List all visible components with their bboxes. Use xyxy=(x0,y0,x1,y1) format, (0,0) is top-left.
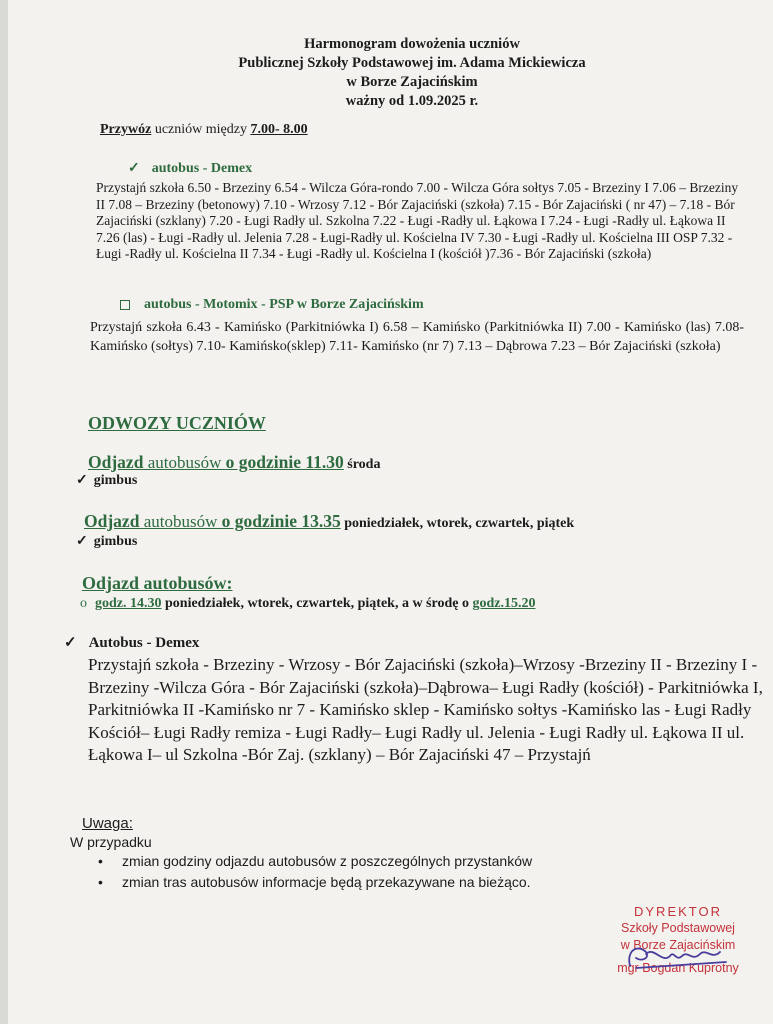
check-icon: ✓ xyxy=(76,473,88,488)
check-icon: ✓ xyxy=(76,534,88,549)
dep3-days: poniedziałek, wtorek, czwartek, piątek, a w środę o xyxy=(161,596,473,611)
check-icon: ✓ xyxy=(64,635,77,651)
dep3-label: Odjazd autobusów: xyxy=(82,573,233,593)
motomix-title: autobus - Motomix - PSP w Borze Zajacińskim xyxy=(144,297,424,312)
dep3-marker: o xyxy=(80,596,87,611)
dep2-label-a: Odjazd xyxy=(84,511,140,531)
departure-1430 xyxy=(80,594,535,612)
check-icon: ✓ xyxy=(128,161,140,176)
document-page xyxy=(8,0,773,1024)
note-list xyxy=(94,851,532,893)
header-location: w Borze Zajacińskim xyxy=(346,74,478,90)
note-title-text: Uwaga: xyxy=(82,815,133,832)
stamp-school: Szkoły Podstawowej xyxy=(621,921,735,935)
dep1-days: środa xyxy=(343,457,381,472)
dep2-label-b: autobusów xyxy=(139,512,222,531)
signature-icon xyxy=(616,938,736,972)
dep1-bus-name: gimbus xyxy=(93,473,138,488)
list-item: • zmian godziny odjazdu autobusów z poszczególnych przystanków xyxy=(94,851,532,872)
demex-morning-route: Przystajń szkoła 6.50 - Brzeziny 6.54 - Wilcza Góra-rondo 7.00 - Wilcza Góra sołtys 7.05 - Brzeziny I 7.06 – Brzeziny II 7.08 – Brzeziny (betonowy) 7.10 - Wrzosy 7.12 - Bór Zajaciński (szkoła) 7.15 - Bór Zajaciński ( nr 47) – 7.18 - Bór Zajaciński (szklany) 7.20 - Ługi Radły ul. Szkolna 7.22 - Ługi -Radły ul. Łąkowa I 7.24 - Ługi -Radły ul. Łąkowa II 7.26 (las) - Ługi -Radły ul. Jelenia 7.28 - Ługi-Radły ul. Kościelna IV 7.30 - Ługi -Radły ul. Kościelna III OSP 7.32 - Ługi -Radły ul. Kościelna II 7.34 - Ługi -Radły ul. Kościelna I (kościół )7.36 - Bór Zajaciński (szkoła) xyxy=(96,180,739,261)
przywoz-time: 7.00- 8.00 xyxy=(250,122,308,137)
dep1-bus xyxy=(76,472,137,489)
przywoz-heading xyxy=(100,122,308,138)
dep2-bus-name: gimbus xyxy=(93,534,138,549)
demex-afternoon-title: Autobus - Demex xyxy=(88,635,200,651)
header-title: Harmonogram dowożenia uczniów xyxy=(304,36,520,52)
note-title xyxy=(82,815,133,832)
header-school-name: Publicznej Szkoły Podstawowej im. Adama Mickiewicza xyxy=(238,55,586,71)
dep1-time: o godzinie 11.30 xyxy=(225,452,344,472)
przywoz-prefix: Przywóz xyxy=(100,122,152,137)
header-valid-from: ważny od 1.09.2025 r. xyxy=(345,93,479,109)
stamp-location: w Borze Zajacińskim xyxy=(620,938,736,952)
motomix-route: Przystajń szkoła 6.43 - Kamińsko (Parkitniówka I) 6.58 – Kamińsko (Parkitniówka II) 7.00 - Kamińsko (las) 7.08- Kamińsko (sołtys) 7.10- Kamińsko(sklep) 7.11- Kamińsko (nr 7) 7.13 – Dąbrowa 7.23 – Bór Zajaciński (szkoła) xyxy=(90,320,744,354)
dep1-label-b: autobusów xyxy=(143,453,226,472)
list-item: • zmian tras autobusów informacje będą przekazywane na bieżąco. xyxy=(94,872,532,893)
stamp-name: mgr Bogdan Kuprotny xyxy=(617,961,739,975)
przywoz-middle: uczniów między xyxy=(151,122,251,137)
demex-morning-heading xyxy=(128,160,252,177)
dep3-time2: godz.15.20 xyxy=(472,596,536,611)
stamp-title: DYREKTOR xyxy=(634,904,722,919)
dep2-bus xyxy=(76,533,137,550)
dep3-time1: godz. 14.30 xyxy=(95,596,162,611)
odwozy-title: ODWOZY UCZNIÓW xyxy=(88,413,266,433)
dep1-label-a: Odjazd xyxy=(88,452,144,472)
note-intro: W przypadku xyxy=(70,834,152,850)
box-bullet-icon xyxy=(120,300,130,310)
departure-1130 xyxy=(88,452,380,473)
dep2-time: o godzinie 13.35 xyxy=(221,511,341,531)
document-header xyxy=(8,35,773,111)
departure-1335 xyxy=(84,511,574,532)
dep2-days: poniedziałek, wtorek, czwartek, piątek xyxy=(340,516,575,531)
demex-morning-title: autobus - Demex xyxy=(151,161,253,176)
motomix-heading xyxy=(120,297,424,313)
demex-afternoon-route: Przystajń szkoła - Brzeziny - Wrzosy - Bór Zajaciński (szkoła)–Wrzosy -Brzeziny II - Brzeziny I - Brzeziny -Wilcza Góra - Bór Zajaciński (szkoła)–Dąbrowa– Ługi Radły (kościół) - Parkitniówka I, Parkitniówka II -Kamińsko nr 7 - Kamińsko sklep - Kamińsko sołtys -Kamińsko las - Ługi Radły Kościół– Ługi Radły remiza - Ługi Radły– Ługi Radły ul. Jelenia - Ługi Radły ul. Łąkowa II ul. Łąkowa I– ul Szkolna -Bór Zaj. (szklany) – Bór Zajaciński 47 – Przystajń xyxy=(88,655,763,764)
demex-afternoon-heading xyxy=(64,633,199,652)
